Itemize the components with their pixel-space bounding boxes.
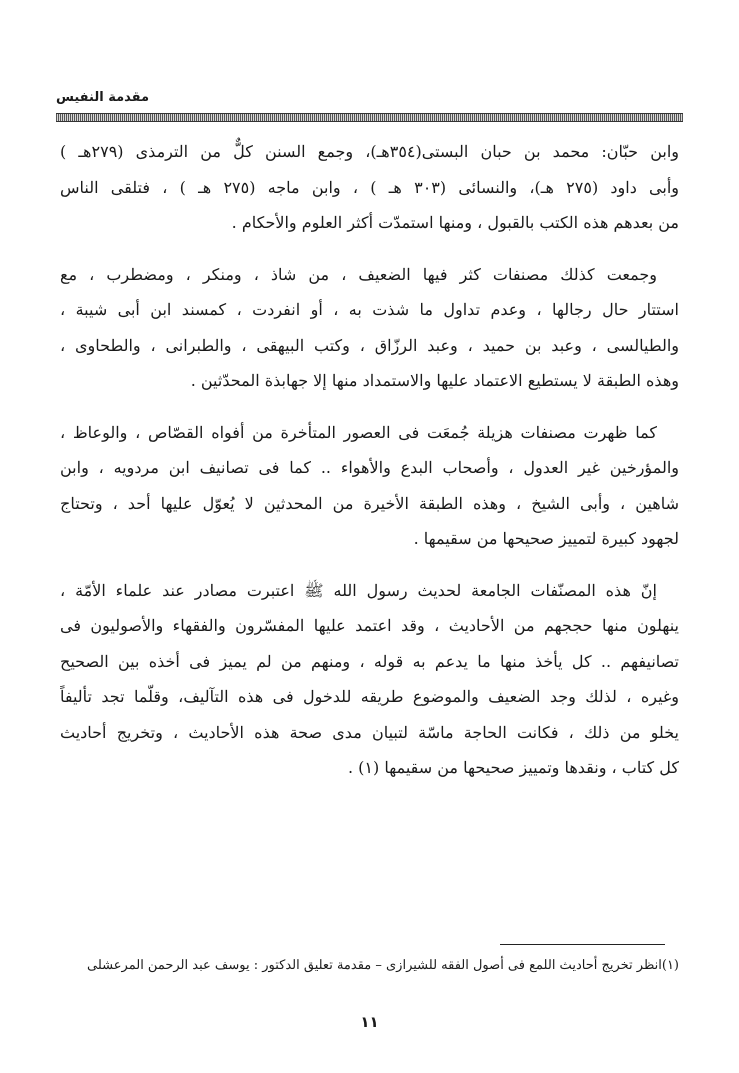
paragraph-2 [60,257,679,399]
running-head: مقدمة النفيس [56,90,150,105]
text-line: والطيالسى ، وعبد بن حميد ، وعبد الرزّاق ، وكتب البيهقى ، والطبرانى ، والطحاوى ، [60,335,679,355]
text-line: وجمعت كذلك مصنفات كثر فيها الضعيف ، من شاذ ، ومنكر ، ومضطرب ، مع [60,264,657,284]
text-line: والمؤرخين غير العدول ، وأصحاب البدع والأهواء .. كما فى تصانيف ابن مردويه ، وابن [60,458,679,477]
text-line: من بعدهم هذه الكتب بالقبول ، ومنها استمدّت أكثر العلوم والأحكام . [231,213,679,232]
text-line: وغيره ، لذلك وجد الضعيف والموضوع طريقه للدخول فى هذه التآليف، وقلّما تجد تأليفاً [60,687,679,706]
text-line: إنّ هذه المصنّفات الجامعة لحديث رسول الله ﷺ اعتبرت مصادر عند علماء الأمّة ، [60,580,657,600]
paragraph-4 [60,573,679,786]
page-number: ١١ [360,1013,379,1031]
text-line: ينهلون منها حججهم من الأحاديث ، وقد اعتمد عليها المفسّرون والفقهاء والأصوليون فى [60,616,679,635]
text-line: وابن حبّان: محمد بن حبان البستى(٣٥٤هـ)، وجمع السنن كلٌّ من الترمذى (٢٧٩هـ ) [60,142,679,161]
text-line: شاهين ، وأبى الشيخ ، وهذه الطبقة الأخيرة من المحدثين لا يُعوّل عليها أحد ، وتحتاج [60,493,679,513]
footnote: (١)انظر تخريج أحاديث اللمع فى أصول الفقه للشيرازى – مقدمة تعليق الدكتور : يوسف عبد الرحمن المرعشلى [87,958,679,973]
text-line: استتار حال رجالها ، وعدم تداول ما شذت به ، أو انفردت ، كمسند ابن أبى شيبة ، [60,300,679,319]
footnote-separator [500,944,665,945]
body-text [60,134,679,786]
text-line: كل كتاب ، ونقدها وتمييز صحيحها من سقيمها (١) . [347,758,679,777]
text-line: كما ظهرت مصنفات هزيلة جُمعَت فى العصور المتأخرة من أفواه القصّاص ، والوعاظ ، [60,422,657,442]
paragraph-1 [60,134,679,241]
text-line: تصانيفهم .. كل يأخذ منها ما يدعم به قوله ، ومنهم من لم يميز فى أخذه بين الصحيح [60,651,679,671]
text-line: وأبى داود (٢٧٥ هـ)، والنسائى (٣٠٣ هـ ) ، وابن ماجه (٢٧٥ هـ ) ، فتلقى الناس [60,177,679,197]
header-rule [56,113,683,122]
page-header [56,90,683,110]
text-line: لجهود كبيرة لتمييز صحيحها من سقيمها . [413,529,679,548]
text-line: يخلو من ذلك ، فكانت الحاجة ماسّة لتبيان مدى صحة هذه الأحاديث ، وتخريج أحاديث [60,722,679,742]
text-line: وهذه الطبقة لا يستطيع الاعتماد عليها والاستمداد منها إلا جهابذة المحدّثين . [190,371,679,390]
paragraph-3 [60,415,679,557]
